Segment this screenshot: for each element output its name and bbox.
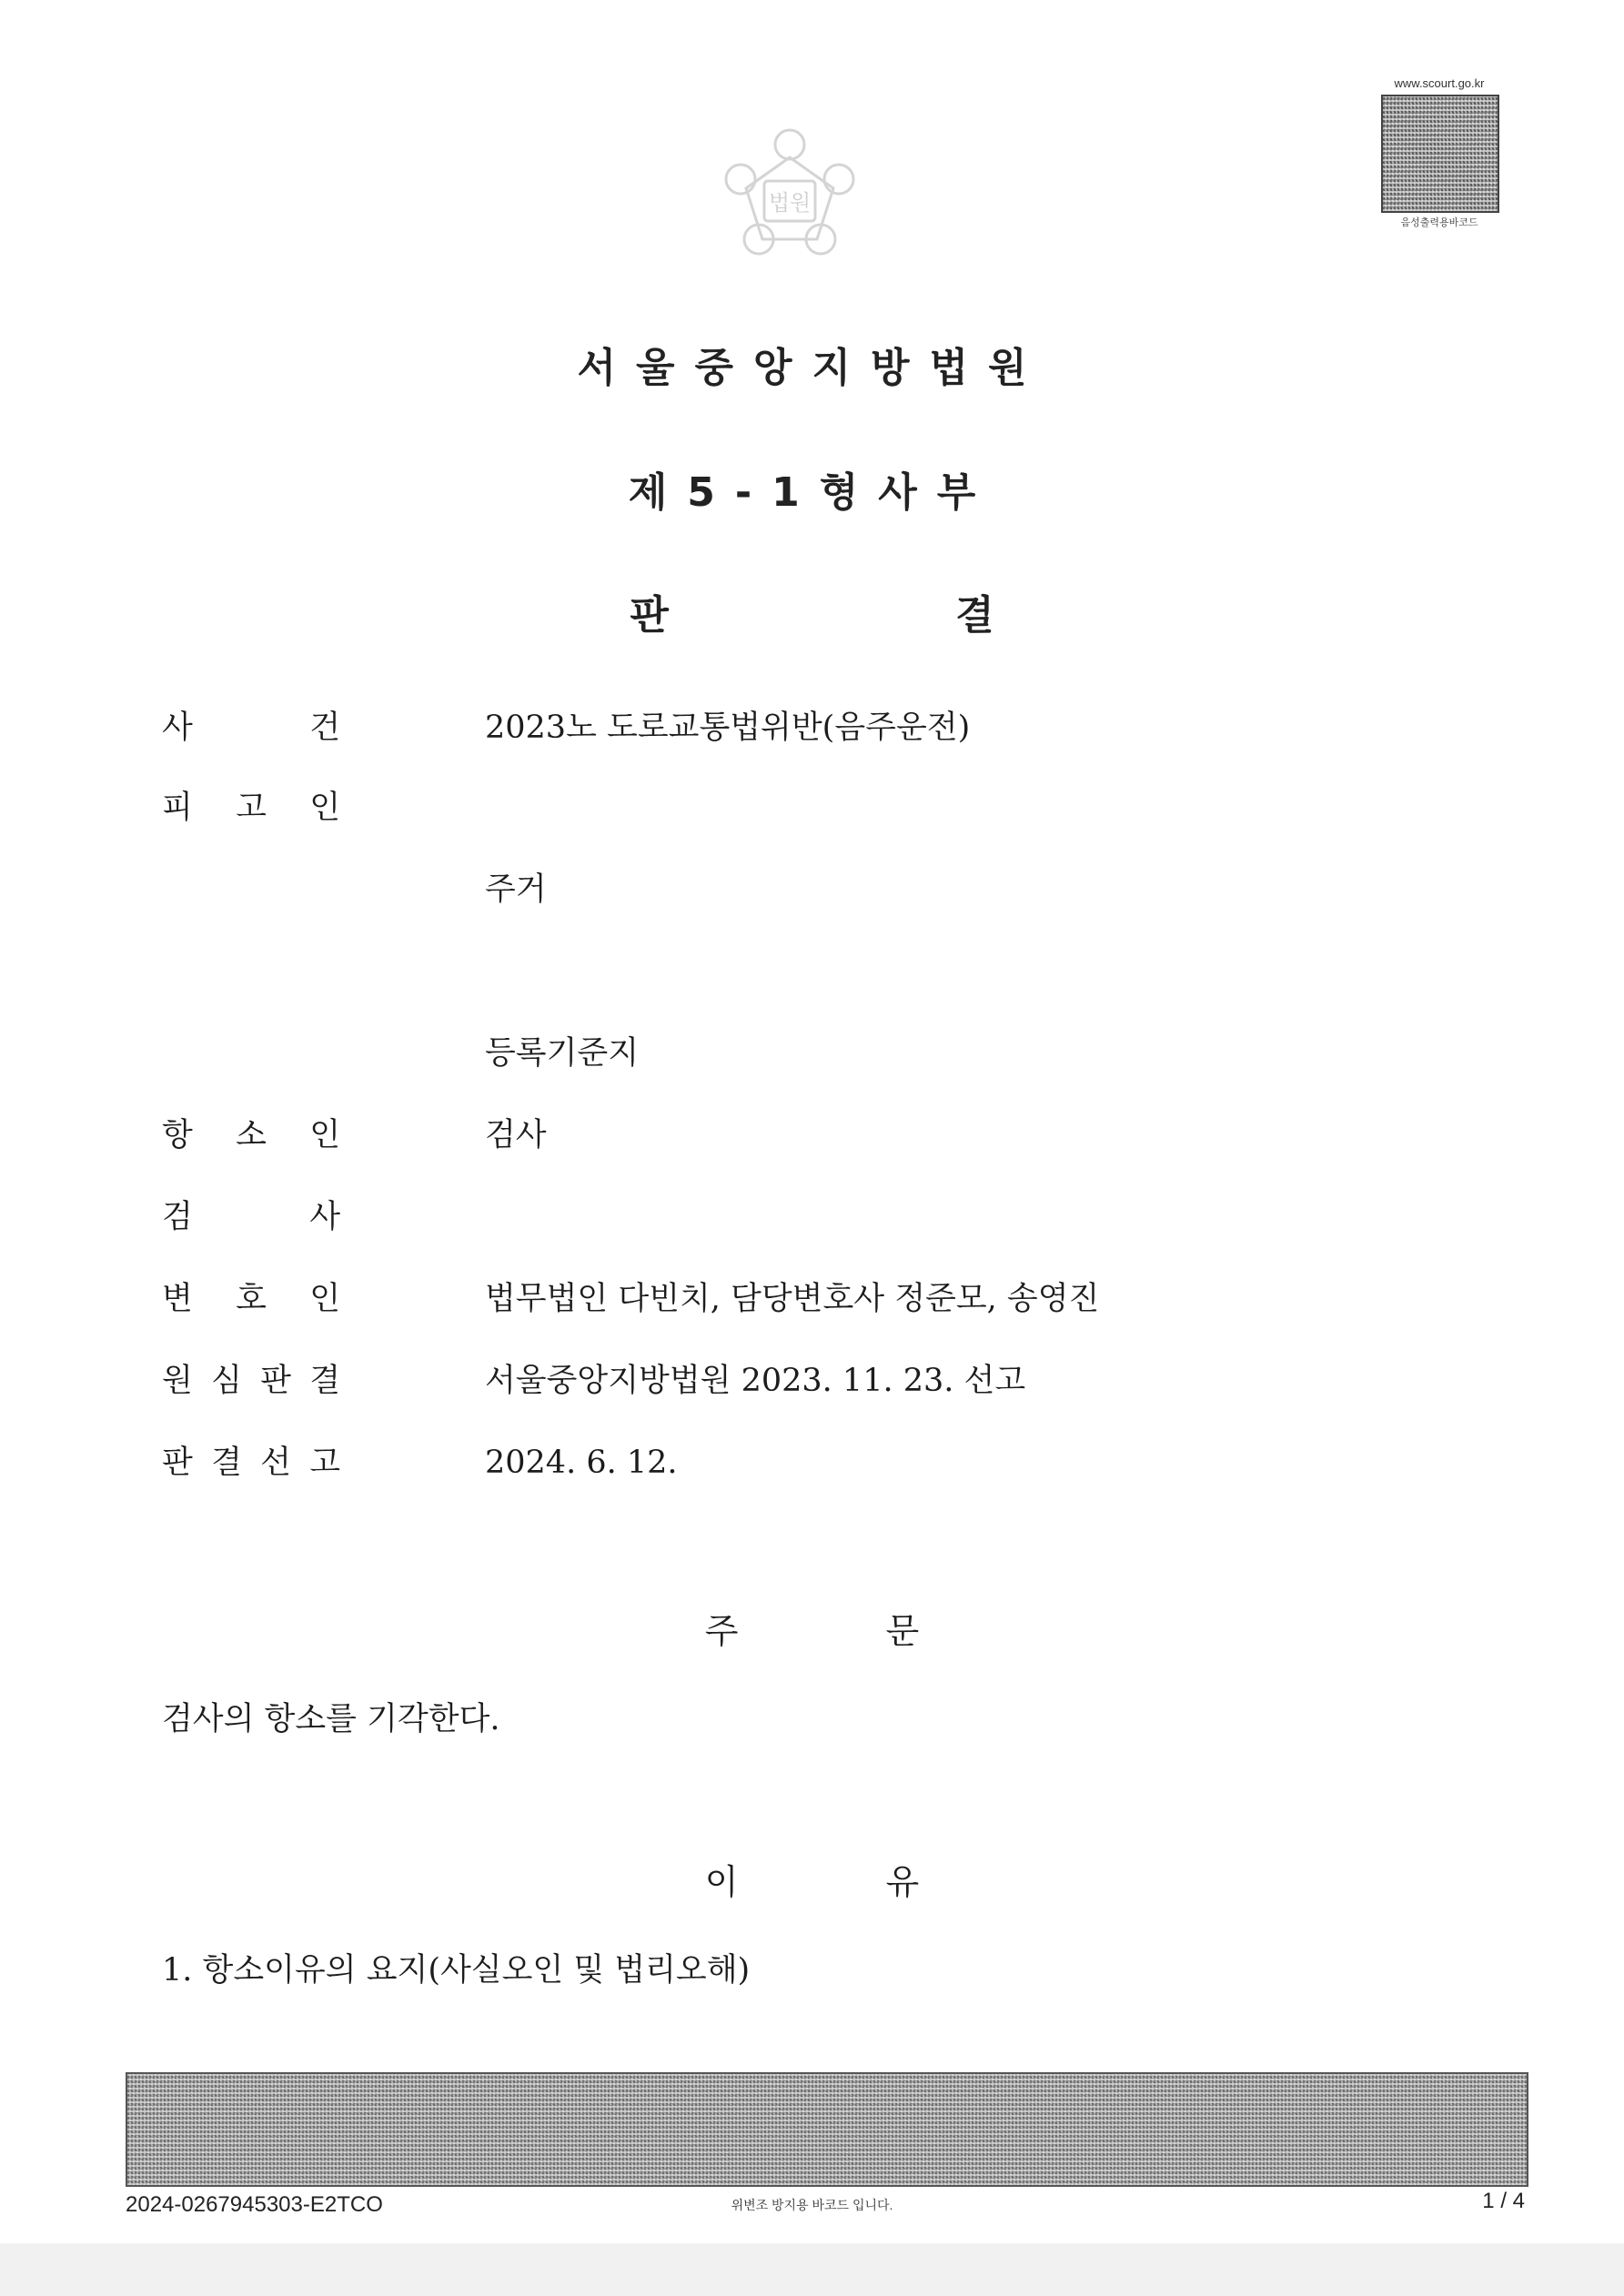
reasons-heading: 1. 항소이유의 요지(사실오인 및 법리오해) (162, 1952, 751, 1989)
court-website-url: www.scourt.go.kr (1394, 76, 1485, 90)
defendant-label: 피 고 인 (162, 790, 340, 826)
court-name: 서울중앙지방법원 (577, 345, 1047, 391)
barcode-notice: 위변조 방지용 바코드 입니다. (731, 2198, 893, 2212)
svg-text:법원: 법원 (768, 190, 812, 216)
page-number: 1 / 4 (1482, 2189, 1525, 2213)
residence-label: 주거 (485, 871, 547, 908)
counsel-value: 법무법인 다빈치, 담당변호사 정준모, 송영진 (485, 1281, 1100, 1317)
case-label: 사 건 (162, 710, 340, 746)
document-type: 판 결 (630, 592, 994, 639)
scan-edge (0, 2243, 1624, 2296)
counsel-label: 변 호 인 (162, 1281, 340, 1317)
appellant-label: 항 소 인 (162, 1117, 340, 1153)
document-id: 2024-0267945303-E2TCO (126, 2192, 383, 2217)
registration-label: 등록기준지 (485, 1035, 640, 1072)
case-value: 2023노 도로교통법위반(음주운전) (485, 710, 971, 746)
audio-barcode (1381, 95, 1499, 213)
order-text: 검사의 항소를 기각한다. (162, 1701, 500, 1737)
reasons-title: 이 유 (704, 1862, 920, 1902)
prosecutor-label: 검 사 (162, 1199, 340, 1235)
original-judgment-value: 서울중앙지방법원 2023. 11. 23. 선고 (485, 1363, 1026, 1399)
court-seal-icon (708, 123, 872, 277)
anti-forgery-barcode (126, 2072, 1528, 2187)
audio-barcode-caption: 음성출력용바코드 (1400, 217, 1478, 228)
court-division: 제5-1형사부 (628, 469, 996, 516)
sentencing-date-label: 판 결 선 고 (162, 1445, 340, 1481)
order-title: 주 문 (704, 1611, 920, 1651)
original-judgment-label: 원 심 판 결 (162, 1363, 340, 1399)
sentencing-date-value: 2024. 6. 12. (485, 1445, 678, 1481)
appellant-value: 검사 (485, 1117, 547, 1153)
